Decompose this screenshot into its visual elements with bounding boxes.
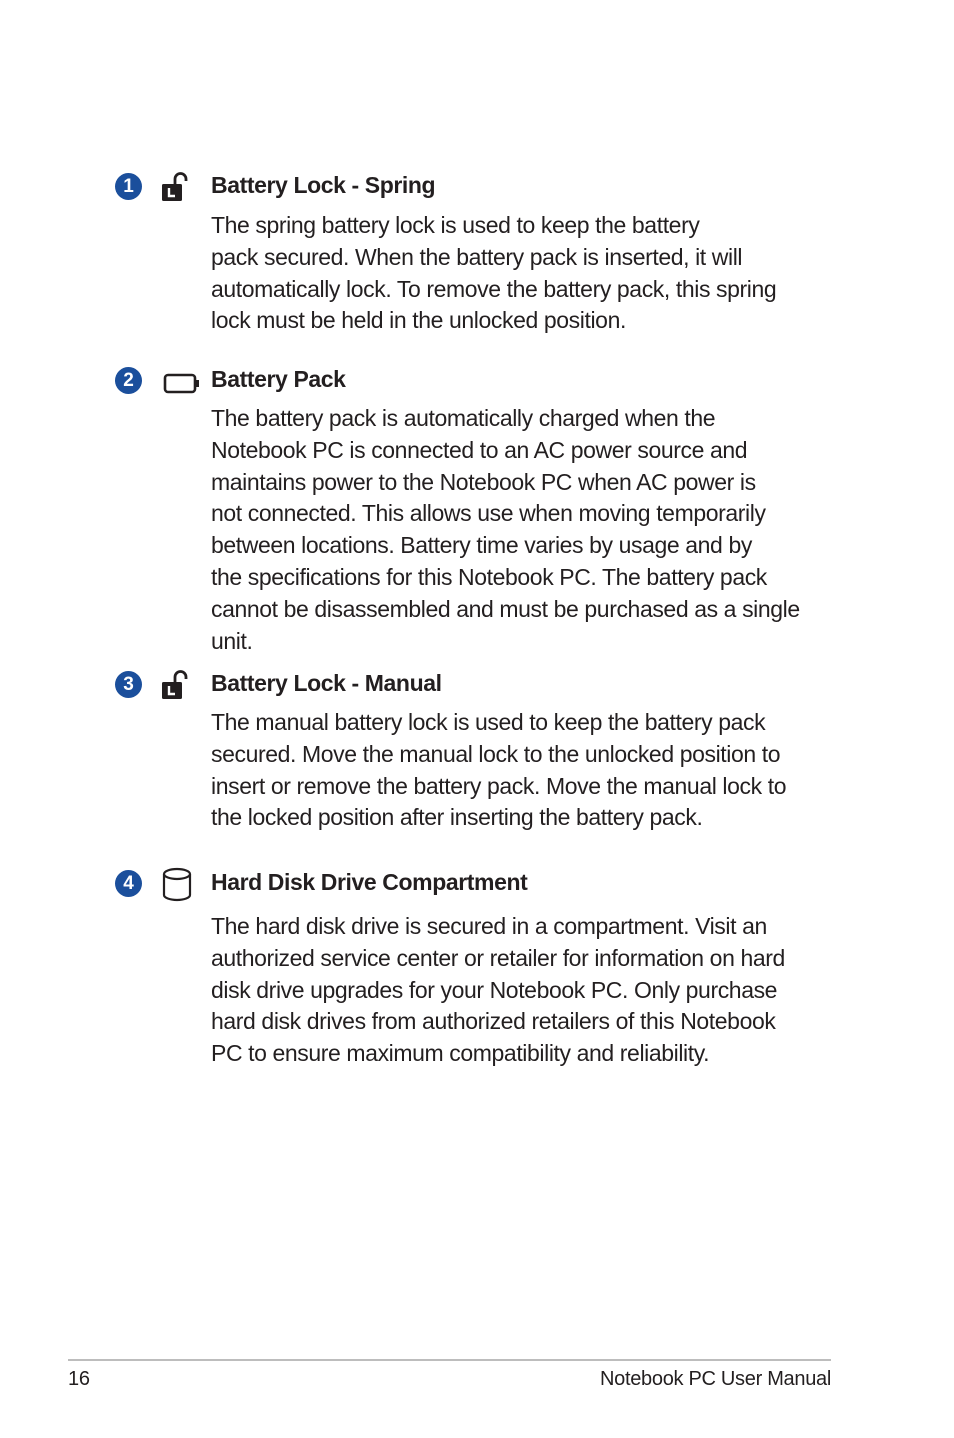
text-line: maintains power to the Notebook PC when AC power is: [211, 468, 756, 495]
text-line: The manual battery lock is used to keep the battery pack: [211, 709, 766, 735]
number-badge: 2: [115, 367, 142, 394]
unlock-icon: [160, 170, 200, 206]
text-line: PC to ensure maximum compatibility and reliability.: [211, 1040, 710, 1067]
text-line: Notebook PC is connected to an AC power source and: [211, 436, 748, 463]
page-number: 16: [68, 1368, 90, 1390]
item-title: Battery Pack: [211, 366, 346, 392]
number-badge: 3: [115, 671, 142, 698]
item-description: [211, 210, 841, 337]
item-title: Battery Lock - Manual: [211, 670, 442, 696]
item-description: [211, 707, 841, 834]
text-line: insert or remove the battery pack. Move the manual lock to: [211, 772, 787, 799]
text-line: the specifications for this Notebook PC. The battery pack: [211, 563, 767, 590]
text-line: The spring battery lock is used to keep the battery: [211, 212, 700, 238]
text-line: the locked position after inserting the battery pack.: [211, 804, 703, 831]
item-title: Battery Lock - Spring: [211, 172, 436, 198]
manual-title: Notebook PC User Manual: [600, 1368, 831, 1390]
text-line: disk drive upgrades for your Notebook PC. Only purchase: [211, 976, 778, 1003]
item-description: [211, 403, 841, 657]
unlock-icon: [160, 668, 200, 704]
text-line: pack secured. When the battery pack is inserted, it will: [211, 243, 743, 270]
footer-rule: [68, 1359, 831, 1361]
number-badge: 1: [115, 173, 142, 200]
text-line: cannot be disassembled and must be purchased as a single: [211, 595, 800, 622]
text-line: unit.: [211, 627, 253, 654]
hard-disk-icon: [160, 865, 200, 901]
text-line: hard disk drives from authorized retailers of this Notebook: [211, 1008, 776, 1035]
item-title: Hard Disk Drive Compartment: [211, 869, 528, 895]
text-line: automatically lock. To remove the battery pack, this spring: [211, 275, 777, 302]
item-description: [211, 911, 841, 1070]
text-line: The battery pack is automatically charged when the: [211, 405, 716, 431]
battery-icon: [160, 368, 200, 404]
text-line: between locations. Battery time varies by usage and by: [211, 532, 752, 559]
text-line: The hard disk drive is secured in a compartment. Visit an: [211, 913, 767, 939]
text-line: not connected. This allows use when moving temporarily: [211, 500, 766, 527]
number-badge: 4: [115, 870, 142, 897]
text-line: lock must be held in the unlocked position.: [211, 307, 626, 334]
text-line: secured. Move the manual lock to the unlocked position to: [211, 740, 781, 767]
text-line: authorized service center or retailer for information on hard: [211, 944, 785, 971]
